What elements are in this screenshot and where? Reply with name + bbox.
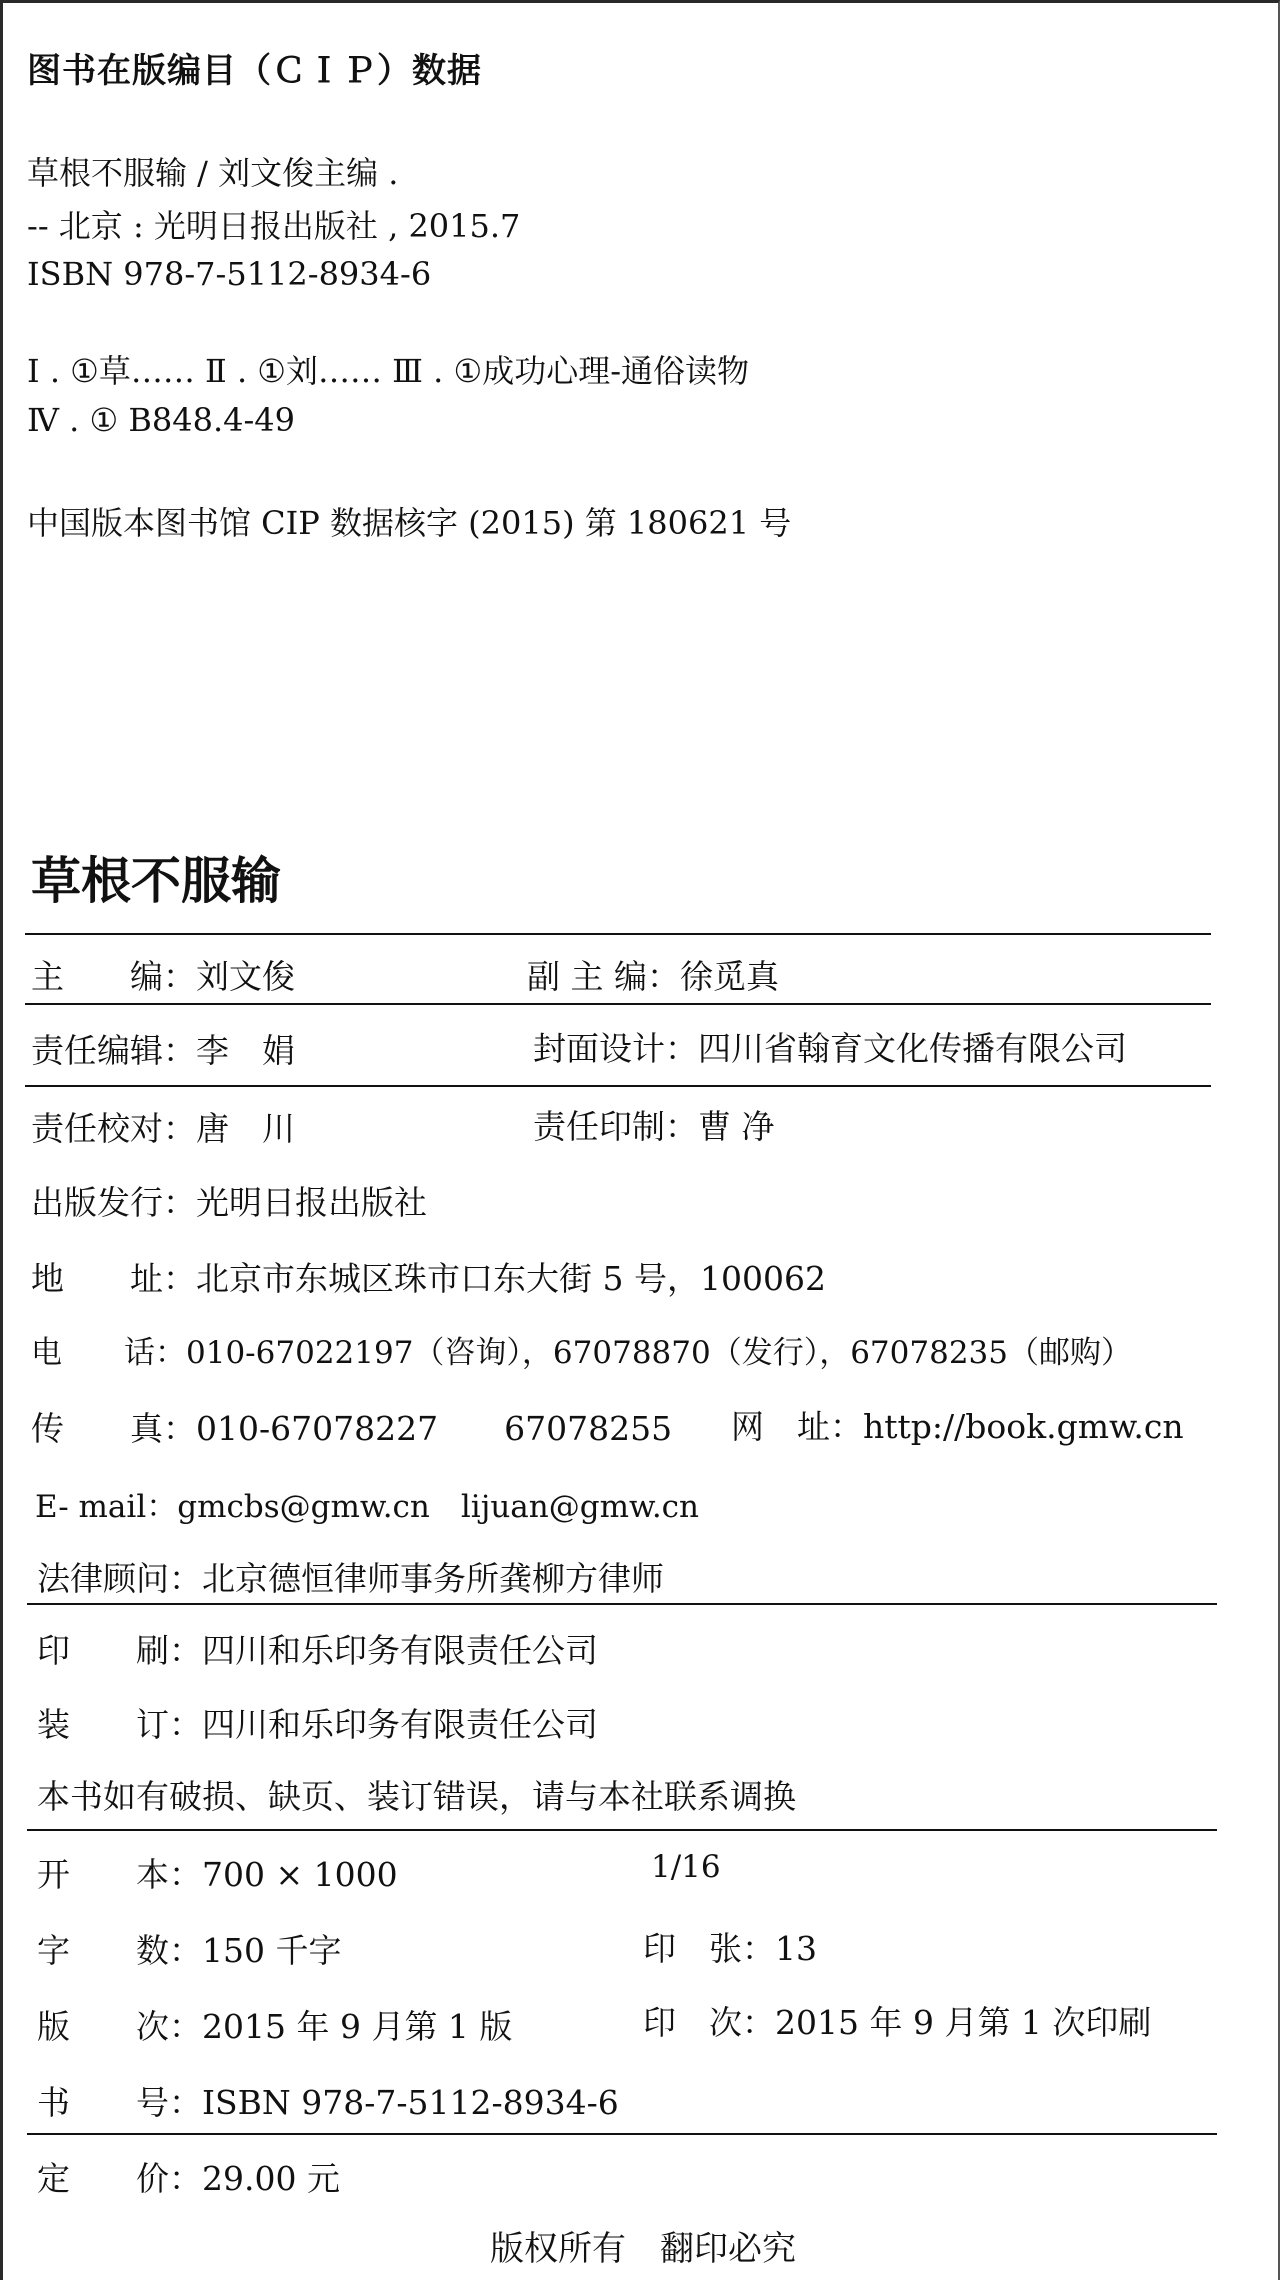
isbn-label: 书 号：	[37, 2083, 202, 2122]
word-count-value: 150 千字	[202, 1931, 342, 1970]
row-word-count	[37, 1925, 341, 1972]
proofreader-value: 唐 川	[196, 1109, 295, 1148]
copyright-notice: 版权所有 翻印必究	[490, 2229, 796, 2269]
printing-label: 印 次：	[643, 2003, 775, 2042]
row-printing	[643, 1997, 1151, 2044]
row-notice: 本书如有破损、缺页、装订错误，请与本社联系调换	[37, 1777, 796, 1816]
row-deputy-editor	[527, 951, 779, 998]
cover-design-label: 封面设计：	[533, 1029, 698, 1068]
legal-advisor-label: 法律顾问：	[37, 1559, 202, 1598]
chief-editor-value: 刘文俊	[196, 957, 295, 996]
website-label: 网 址：	[731, 1407, 863, 1446]
cip-heading: 图书在版编目（ＣＩＰ）数据	[27, 51, 482, 91]
format-label: 开 本：	[37, 1855, 202, 1894]
row-phone	[31, 1327, 1132, 1372]
row-price	[37, 2153, 340, 2200]
address-value: 北京市东城区珠市口东大街 5 号，100062	[196, 1259, 826, 1298]
row-binding	[37, 1699, 598, 1746]
print-responsibility-value: 曹 净	[698, 1107, 775, 1146]
publisher-label: 出版发行：	[31, 1183, 196, 1222]
resp-editor-label: 责任编辑：	[31, 1031, 196, 1070]
row-printed-sheets	[643, 1923, 817, 1970]
fax-value: 010-67078227 67078255	[196, 1409, 673, 1448]
printer-label: 印 刷：	[37, 1631, 202, 1670]
rule-5	[27, 1829, 1217, 1831]
row-proofreader	[31, 1103, 295, 1150]
book-title: 草根不服输	[31, 852, 281, 910]
cip-isbn-line: ISBN 978-7-5112-8934-6	[27, 255, 432, 293]
price-value: 29.00 元	[202, 2159, 340, 2198]
printing-value: 2015 年 9 月第 1 次印刷	[775, 2003, 1152, 2042]
legal-advisor-value: 北京德恒律师事务所龚柳方律师	[202, 1559, 664, 1598]
email-label: E- mail：	[35, 1489, 178, 1525]
format-value: 700 × 1000	[202, 1855, 398, 1894]
printed-sheets-value: 13	[775, 1929, 817, 1968]
row-format	[37, 1849, 398, 1896]
rule-top	[25, 933, 1211, 935]
row-printer	[37, 1625, 598, 1672]
printer-value: 四川和乐印务有限责任公司	[202, 1631, 598, 1670]
row-address	[31, 1253, 826, 1300]
email-value[interactable]: gmcbs@gmw.cn lijuan@gmw.cn	[177, 1489, 700, 1525]
deputy-editor-value: 徐觅真	[679, 957, 779, 996]
printed-sheets-label: 印 张：	[643, 1929, 775, 1968]
binding-value: 四川和乐印务有限责任公司	[202, 1705, 598, 1744]
row-legal-advisor	[37, 1553, 664, 1600]
rule-2	[25, 1003, 1211, 1005]
row-fax	[31, 1403, 672, 1450]
website-value[interactable]: http://book.gmw.cn	[863, 1407, 1184, 1446]
resp-editor-value: 李 娟	[196, 1031, 295, 1070]
rule-6	[27, 2133, 1217, 2135]
cip-classification-line: Ⅳ . ① B848.4-49	[27, 401, 295, 439]
row-cover-design	[533, 1023, 1127, 1070]
row-publisher	[31, 1177, 427, 1224]
row-edition	[37, 2001, 512, 2048]
row-chief-editor	[31, 951, 295, 998]
chief-editor-label: 主 编：	[31, 957, 196, 996]
print-responsibility-label: 责任印制：	[533, 1107, 698, 1146]
edition-label: 版 次：	[37, 2007, 202, 2046]
rule-4	[27, 1603, 1217, 1605]
word-count-label: 字 数：	[37, 1931, 202, 1970]
price-label: 定 价：	[37, 2159, 202, 2198]
rule-3	[25, 1085, 1211, 1087]
address-label: 地 址：	[31, 1259, 196, 1298]
cip-record-number: 中国版本图书馆 CIP 数据核字 (2015) 第 180621 号	[27, 504, 792, 542]
deputy-editor-label: 副 主 编：	[527, 957, 680, 996]
row-website	[731, 1401, 1184, 1448]
edition-value: 2015 年 9 月第 1 版	[202, 2007, 513, 2046]
row-print-responsibility	[533, 1101, 775, 1148]
binding-label: 装 订：	[37, 1705, 202, 1744]
format-fraction: 1/16	[651, 1849, 721, 1885]
publisher-value: 光明日报出版社	[196, 1183, 427, 1222]
row-email	[35, 1481, 699, 1526]
proofreader-label: 责任校对：	[31, 1109, 196, 1148]
cover-design-value: 四川省翰育文化传播有限公司	[698, 1029, 1127, 1068]
cip-subject-line: Ⅰ . ①草…… Ⅱ . ①刘…… Ⅲ . ①成功心理-通俗读物	[27, 352, 750, 390]
cip-title-line: 草根不服输 / 刘文俊主编 .	[27, 154, 399, 192]
row-resp-editor	[31, 1025, 295, 1072]
row-isbn	[37, 2077, 619, 2124]
phone-value: 010-67022197（咨询），67078870（发行），67078235（邮购）	[186, 1335, 1132, 1371]
cip-publisher-line: -- 北京 : 光明日报出版社 , 2015.7	[27, 207, 521, 245]
isbn-value: ISBN 978-7-5112-8934-6	[202, 2083, 619, 2122]
fax-label: 传 真：	[31, 1409, 196, 1448]
phone-label: 电 话：	[31, 1335, 186, 1371]
